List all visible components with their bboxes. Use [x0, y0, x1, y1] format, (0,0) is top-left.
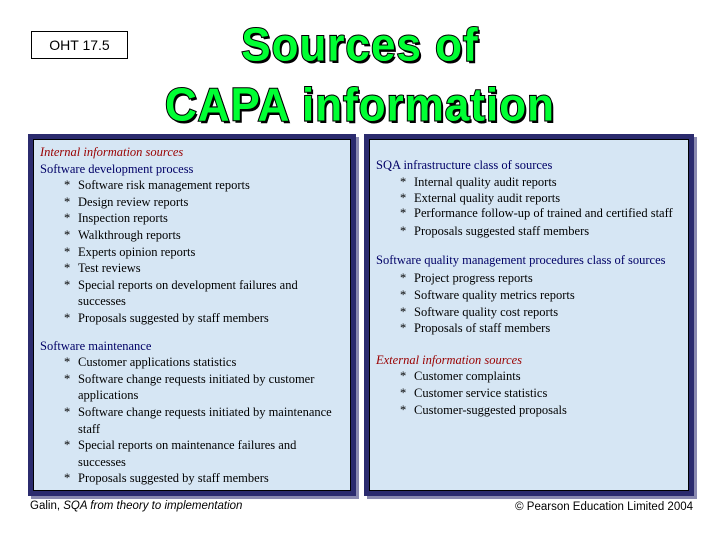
sqm-procedures-heading: Software quality management procedures class of sources — [376, 253, 666, 268]
list-item: * Software risk management reports — [64, 178, 250, 193]
external-sources-list — [376, 368, 682, 418]
bullet-icon: * — [64, 404, 71, 419]
list-item: * Walkthrough reports — [64, 227, 181, 242]
list-item: * Proposals suggested by staff members — [64, 310, 269, 325]
list-item: * Software quality metrics reports — [400, 287, 575, 302]
bullet-icon: * — [64, 371, 71, 386]
bullet-icon: * — [64, 178, 71, 193]
bullet-icon: * — [400, 271, 407, 286]
bullet-icon: * — [64, 244, 71, 259]
list-item: * Experts opinion reports — [64, 244, 196, 259]
bullet-icon: * — [400, 205, 407, 220]
slide-title-line1: Sources of — [241, 19, 479, 72]
bullet-icon: * — [64, 277, 71, 292]
bullet-icon: * — [64, 355, 71, 370]
footer-author: Galin, — [30, 500, 64, 512]
list-item: * Customer applications statistics — [64, 355, 237, 370]
list-item: * Inspection reports — [64, 211, 168, 226]
bullet-icon: * — [400, 402, 407, 417]
list-item: * Software change requests initiated by maintenance staff — [64, 404, 332, 436]
internal-sources-heading: Internal information sources — [40, 145, 184, 159]
maintenance-heading: Software maintenance — [40, 338, 152, 353]
list-item: * Test reviews — [64, 261, 141, 276]
bullet-icon: * — [400, 369, 407, 384]
list-item: * Software quality cost reports — [400, 304, 559, 319]
bullet-icon: * — [64, 211, 71, 226]
bullet-icon: * — [64, 194, 71, 209]
external-sources-heading: External information sources — [376, 352, 523, 367]
bullet-icon: * — [400, 287, 407, 302]
list-item: * Customer complaints — [400, 369, 521, 384]
list-item: * Proposals of staff members — [400, 321, 551, 336]
footer-book-title: SQA from theory to implementation — [63, 500, 243, 512]
bullet-icon: * — [64, 471, 71, 486]
bullet-icon: * — [400, 191, 407, 206]
slide-label: OHT 17.5 — [31, 31, 128, 59]
list-item: * Proposals suggested by staff members — [64, 471, 269, 486]
bullet-icon: * — [64, 261, 71, 276]
list-item: * Customer-suggested proposals — [400, 402, 567, 417]
bullet-icon: * — [64, 310, 71, 325]
list-item: * Performance follow-up of trained and certified staff — [400, 205, 673, 220]
sqa-infrastructure-heading: SQA infrastructure class of sources — [376, 158, 553, 172]
list-item: * Special reports on development failures and successes — [64, 277, 298, 309]
maintenance-list — [40, 354, 344, 487]
list-item: * Customer service statistics — [400, 385, 548, 400]
dev-process-heading: Software development process — [40, 161, 194, 176]
slide-title-line2: CAPA information — [165, 79, 555, 132]
sqa-infrastructure-list — [376, 174, 682, 240]
left-panel-content — [33, 139, 351, 491]
bullet-icon: * — [64, 438, 71, 453]
bullet-icon: * — [400, 304, 407, 319]
list-item: * Internal quality audit reports — [400, 174, 557, 189]
bullet-icon: * — [64, 227, 71, 242]
list-item: * Project progress reports — [400, 271, 533, 286]
right-panel-content — [369, 139, 689, 491]
list-item: * Software change requests initiated by customer applications — [64, 371, 315, 403]
footer-citation — [30, 500, 242, 512]
list-item: * Proposals suggested staff members — [400, 223, 590, 238]
bullet-icon: * — [400, 321, 407, 336]
footer-copyright: © Pearson Education Limited 2004 — [515, 501, 693, 513]
right-panel — [364, 134, 694, 496]
dev-process-list — [40, 177, 344, 326]
bullet-icon: * — [400, 174, 407, 189]
list-item: * Design review reports — [64, 194, 189, 209]
bullet-icon: * — [400, 385, 407, 400]
bullet-icon: * — [400, 223, 407, 238]
list-item: * External quality audit reports — [400, 191, 561, 206]
left-panel — [28, 134, 356, 496]
sqm-procedures-list — [376, 270, 682, 336]
list-item: * Special reports on maintenance failures and successes — [64, 438, 297, 469]
